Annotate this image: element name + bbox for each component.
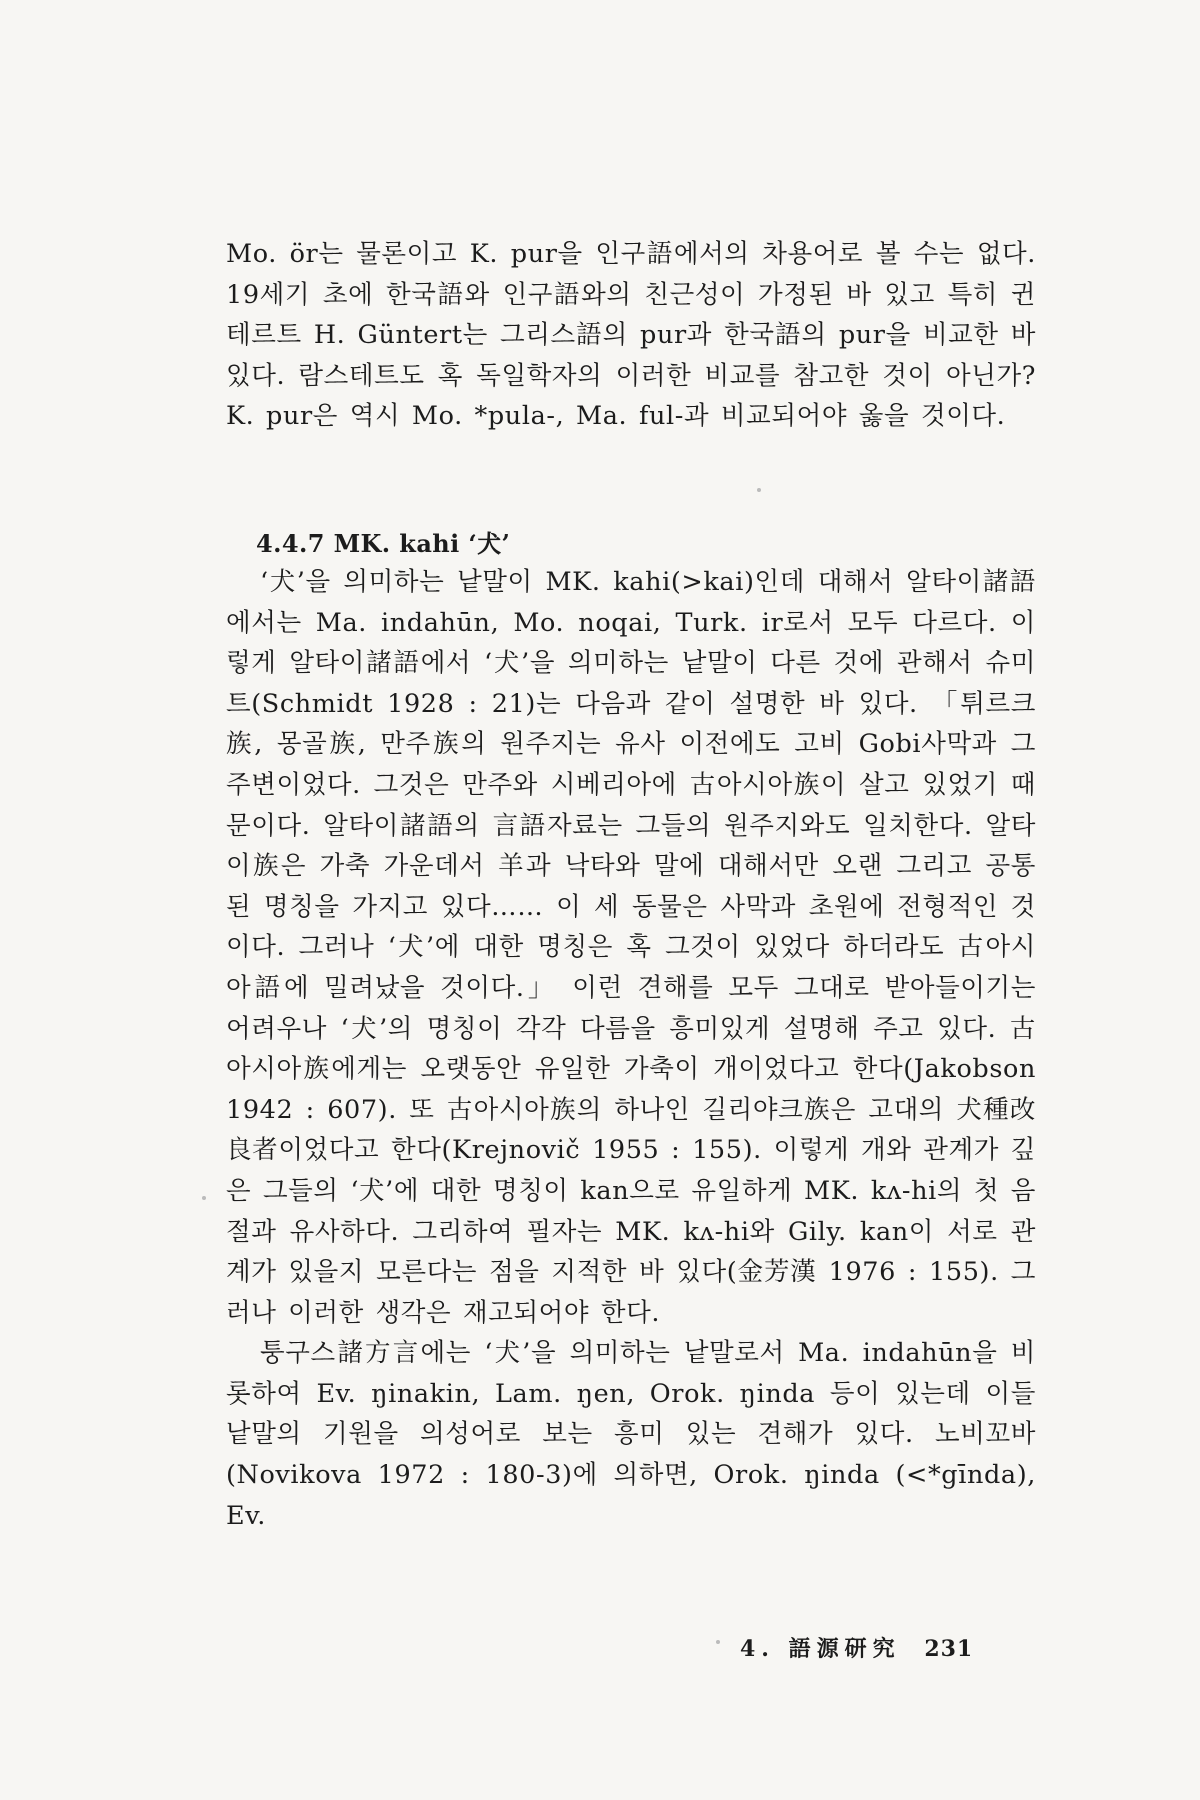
running-title: 4. 語源研究	[740, 1636, 901, 1662]
page-footer	[740, 1632, 973, 1663]
section-heading: 4.4.7 MK. kahi ‘犬’	[256, 529, 511, 558]
paper-speck	[716, 1640, 720, 1644]
paragraph: 퉁구스諸方言에는 ‘犬’을 의미하는 낱말로서 Ma. indahūn을 비롯하여 Ev. ŋinakin, Lam. ŋen, Orok. ŋinda 등이 있는데 이들 낱말의 기원을 의성어로 보는 흥미 있는 견해가 있다. 노비꼬바(Novikova 1972 : 180-3)에 의하면, Orok. ŋinda (<*gīnda), Ev.	[226, 1338, 1036, 1531]
page-number: 231	[924, 1636, 974, 1662]
paper-speck	[202, 1196, 206, 1200]
paragraph: Mo. ör는 물론이고 K. pur을 인구語에서의 차용어로 볼 수는 없다. 19세기 초에 한국語와 인구語와의 친근성이 가정된 바 있고 특히 귄테르트 H. Güntert는 그리스語의 pur과 한국語의 pur을 비교한 바 있다. 람스테트도 혹 독일학자의 이러한 비교를 참고한 것이 아닌가? K. pur은 역시 Mo. *pula-, Ma. ful-과 비교되어야 옳을 것이다.	[226, 239, 1036, 432]
paper-speck	[757, 488, 761, 492]
text-block-top	[226, 234, 1036, 437]
paragraph: ‘犬’을 의미하는 낱말이 MK. kahi(>kai)인데 대해서 알타이諸語에서는 Ma. indahūn, Mo. noqai, Turk. ir로서 모두 다르다. 이렇게 알타이諸語에서 ‘犬’을 의미하는 낱말이 다른 것에 관해서 슈미트(Schmidt 1928 : 21)는 다음과 같이 설명한 바 있다. 「튀르크族, 몽골族, 만주族의 원주지는 유사 이전에도 고비 Gobi사막과 그 주변이었다. 그것은 만주와 시베리아에 古아시아族이 살고 있었기 때문이다. 알타이諸語의 言語자료는 그들의 원주지와도 일치한다. 알타이族은 가축 가운데서 羊과 낙타와 말에 대해서만 오랜 그리고 공통된 명칭을 가지고 있다…… 이 세 동물은 사막과 초원에 전형적인 것이다. 그러나 ‘犬’에 대한 명칭은 혹 그것이 있었다 하더라도 古아시아語에 밀려났을 것이다.」 이런 견해를 모두 그대로 받아들이기는 어려우나 ‘犬’의 명칭이 각각 다름을 흥미있게 설명해 주고 있다. 古아시아族에게는 오랫동안 유일한 가축이 개이었다고 한다(Jakobson 1942 : 607). 또 古아시아族의 하나인 길리야크族은 고대의 犬種改良者이었다고 한다(Krejnovič 1955 : 155). 이렇게 개와 관계가 깊은 그들의 ‘犬’에 대한 명칭이 kan으로 유일하게 MK. kʌ-hi의 첫 음절과 유사하다. 그리하여 필자는 MK. kʌ-hi와 Gily. kan이 서로 관계가 있을지 모른다는 점을 지적한 바 있다(金芳漢 1976 : 155). 그러나 이러한 생각은 재고되어야 한다.	[226, 567, 1036, 1328]
text-block-main	[226, 562, 1036, 1536]
